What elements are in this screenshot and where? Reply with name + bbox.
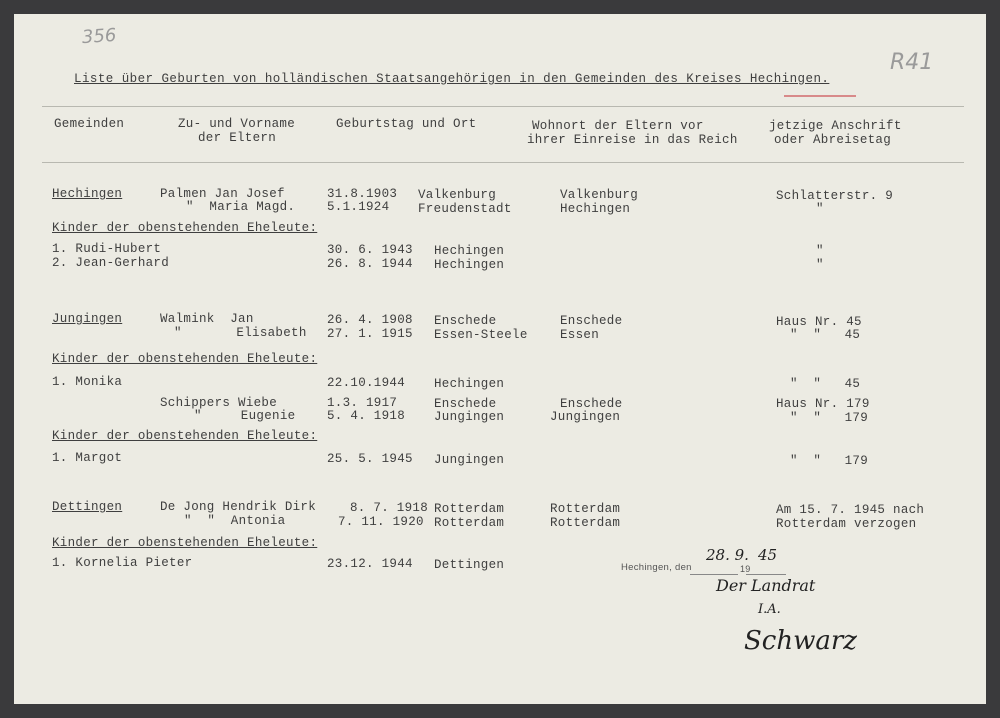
document-title: Liste über Geburten von holländischen Staatsangehörigen in den Gemeinden des Kreises Hechingen. (74, 72, 830, 86)
birth-place: Enschede (434, 314, 497, 328)
child-birth-place: Dettingen (434, 558, 505, 572)
birth-date: 7. 11. 1920 (338, 515, 424, 529)
year-prefix: 19 (740, 564, 751, 574)
residence: Rotterdam (550, 502, 621, 516)
residence: Essen (560, 328, 600, 342)
residence: Jungingen (550, 410, 621, 424)
red-underline-mark (784, 95, 856, 97)
kinder-heading: Kinder der obenstehenden Eheleute: (52, 536, 318, 550)
header-address-line1: jetzige Anschrift (769, 119, 902, 133)
header-gemeinden: Gemeinden (54, 117, 125, 131)
child-name: 1. Kornelia Pieter (52, 556, 193, 570)
child-birth-place: Hechingen (434, 377, 505, 391)
child-birth-date: 25. 5. 1945 (327, 452, 413, 466)
address: " (816, 244, 824, 258)
parent-name: " " Antonia (184, 514, 286, 528)
child-birth-date: 26. 8. 1944 (327, 257, 413, 271)
place-name: Hechingen (52, 187, 123, 201)
parent-name: " Elisabeth (174, 326, 307, 340)
document-page (14, 14, 986, 704)
residence: Enschede (560, 397, 623, 411)
header-birth: Geburtstag und Ort (336, 117, 477, 131)
birth-place: Rotterdam (434, 502, 505, 516)
address: Schlatterstr. 9 (776, 189, 894, 203)
parent-name: De Jong Hendrik Dirk (160, 500, 317, 514)
birth-date: 5.1.1924 (327, 200, 390, 214)
child-name: 2. Jean-Gerhard (52, 256, 170, 270)
place-name: Jungingen (52, 312, 123, 326)
birth-date: 8. 7. 1918 (350, 501, 429, 515)
handwritten-signature: Schwarz (744, 626, 858, 656)
address: " " 179 (790, 454, 869, 468)
residence: Enschede (560, 314, 623, 328)
birth-place: Valkenburg (418, 188, 497, 202)
child-birth-date: 22.10.1944 (327, 376, 406, 390)
date-blank-line (690, 574, 738, 575)
address: Haus Nr. 179 (776, 397, 870, 411)
header-bottom-rule (42, 162, 964, 163)
child-birth-date: 30. 6. 1943 (327, 243, 413, 257)
parent-name: " Eugenie (194, 409, 296, 423)
handwritten-year: 45 (758, 546, 778, 564)
residence: Valkenburg (560, 188, 639, 202)
child-name: 1. Rudi-Hubert (52, 242, 162, 256)
parent-name: Schippers Wiebe (160, 396, 278, 410)
handwritten-ia: I.A. (758, 602, 781, 617)
birth-place: Jungingen (434, 410, 505, 424)
birth-date: 1.3. 1917 (327, 396, 398, 410)
header-top-rule (42, 106, 964, 107)
parent-name: Palmen Jan Josef (160, 187, 285, 201)
handwritten-date: 28. 9. (706, 546, 749, 564)
birth-place: Essen-Steele (434, 328, 528, 342)
child-birth-place: Hechingen (434, 244, 505, 258)
birth-place: Rotterdam (434, 516, 505, 530)
header-names-line1: Zu- und Vorname (178, 117, 296, 131)
header-residence-line2: ihrer Einreise in das Reich (527, 133, 738, 147)
residence: Hechingen (560, 202, 631, 216)
header-names-line2: der Eltern (198, 131, 277, 145)
header-address-line2: oder Abreisetag (774, 133, 892, 147)
kinder-heading: Kinder der obenstehenden Eheleute: (52, 429, 318, 443)
birth-place: Enschede (434, 397, 497, 411)
year-blank-line (746, 574, 786, 575)
address: " " 179 (790, 411, 869, 425)
address: " (816, 258, 824, 272)
child-name: 1. Monika (52, 375, 123, 389)
birth-date: 5. 4. 1918 (327, 409, 406, 423)
address: Haus Nr. 45 (776, 315, 862, 329)
handwritten-landrat: Der Landrat (716, 576, 816, 595)
birth-place: Freudenstadt (418, 202, 512, 216)
address: Rotterdam verzogen (776, 517, 917, 531)
parent-name: Walmink Jan (160, 312, 254, 326)
archive-code-pencil: R41 (890, 50, 934, 75)
kinder-heading: Kinder der obenstehenden Eheleute: (52, 352, 318, 366)
child-name: 1. Margot (52, 451, 123, 465)
address: " " 45 (790, 377, 861, 391)
archive-number-pencil: 356 (81, 24, 118, 49)
child-birth-place: Hechingen (434, 258, 505, 272)
address: " " 45 (790, 328, 861, 342)
place-name: Dettingen (52, 500, 123, 514)
address: Am 15. 7. 1945 nach (776, 503, 925, 517)
kinder-heading: Kinder der obenstehenden Eheleute: (52, 221, 318, 235)
birth-date: 27. 1. 1915 (327, 327, 413, 341)
address: " (816, 202, 824, 216)
child-birth-place: Jungingen (434, 453, 505, 467)
residence: Rotterdam (550, 516, 621, 530)
parent-name: " Maria Magd. (186, 200, 296, 214)
child-birth-date: 23.12. 1944 (327, 557, 413, 571)
birth-date: 31.8.1903 (327, 187, 398, 201)
birth-date: 26. 4. 1908 (327, 313, 413, 327)
date-place-prefix: Hechingen, den (621, 562, 692, 573)
header-residence-line1: Wohnort der Eltern vor (532, 119, 704, 133)
